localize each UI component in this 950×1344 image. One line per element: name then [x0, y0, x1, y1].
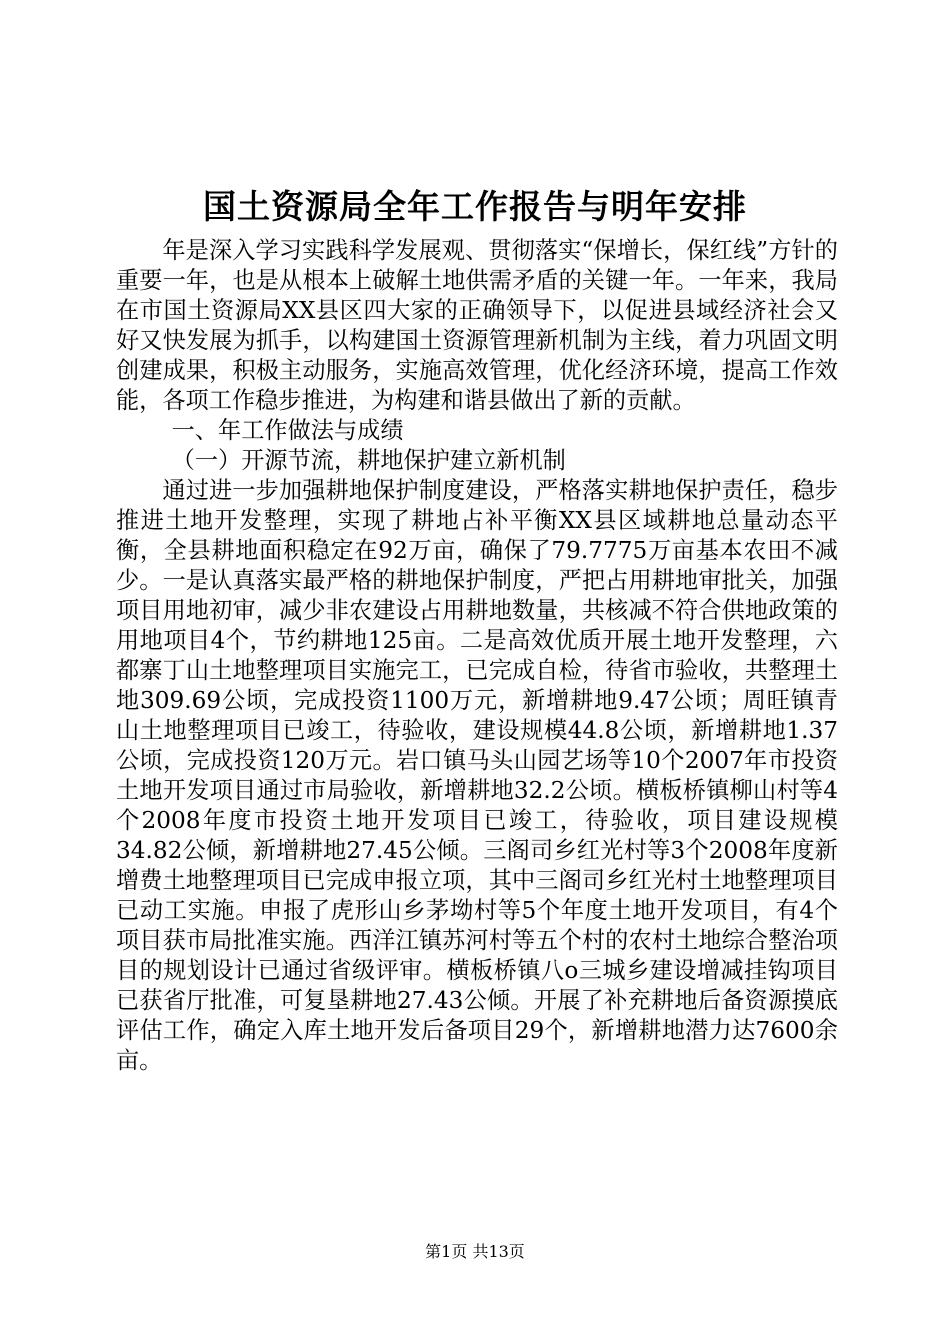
- intro-paragraph: 年是深入学习实践科学发展观、贯彻落实“保增长，保红线”方针的重要一年，也是从根本上破解土地供需矛盾的关键一年。一年来，我局在市国土资源局XX县区四大家的正确领导下，以促进县域经济社会又好又快发展为抓手，以构建国土资源管理新机制为主线，着力巩固文明创建成果，积极主动服务，实施高效管理，优化经济环境，提高工作效能，各项工作稳步推进，为构建和谐县做出了新的贡献。: [116, 237, 838, 414]
- body-paragraph: 通过进一步加强耕地保护制度建设，严格落实耕地保护责任，稳步推进土地开发整理，实现了耕地占补平衡XX县区域耕地总量动态平衡，全县耕地面积稳定在92万亩，确保了79.7775万亩基本农田不减少。一是认真落实最严格的耕地保护制度，严把占用耕地审批关，加强项目用地初审，减少非农建设占用耕地数量，共核减不符合供地政策的用地项目4个，节约耕地125亩。二是高效优质开展土地开发整理，六都寨丁山土地整理项目实施完工，已完成自检，待省市验收，共整理土地309.69公顷，完成投资1100万元，新增耕地9.47公顷；周旺镇青山土地整理项目已竣工，待验收，建设规模44.8公顷，新增耕地1.37公顷，完成投资120万元。岩口镇马头山园艺场等10个2007年市投资土地开发项目通过市局验收，新增耕地32.2公顷。横板桥镇柳山村等4个2008年度市投资土地开发项目已竣工，待验收，项目建设规模34.82公倾，新增耕地27.45公倾。三阁司乡红光村等3个2008年度新增费土地整理项目已完成申报立项，其中三阁司乡红光村土地整理项目已动工实施。申报了虎形山乡茅坳村等5个年度土地开发项目，有4个项目获市局批准实施。西洋江镇苏河村等五个村的农村土地综合整治项目的规划设计已通过省级评审。横板桥镇八o三城乡建设增减挂钩项目已获省厅批准，可复垦耕地27.43公倾。开展了补充耕地后备资源摸底评估工作，确定入库土地开发后备项目29个，新增耕地潜力达7600余亩。: [116, 477, 838, 1074]
- subsection-heading: （一）开源节流，耕地保护建立新机制: [171, 447, 566, 474]
- section-heading: 一、年工作做法与成绩: [171, 417, 404, 444]
- page-number: 第1页 共13页: [425, 1242, 525, 1261]
- document-title: 国土资源局全年工作报告与明年安排: [203, 187, 747, 226]
- document-body: [116, 236, 838, 1076]
